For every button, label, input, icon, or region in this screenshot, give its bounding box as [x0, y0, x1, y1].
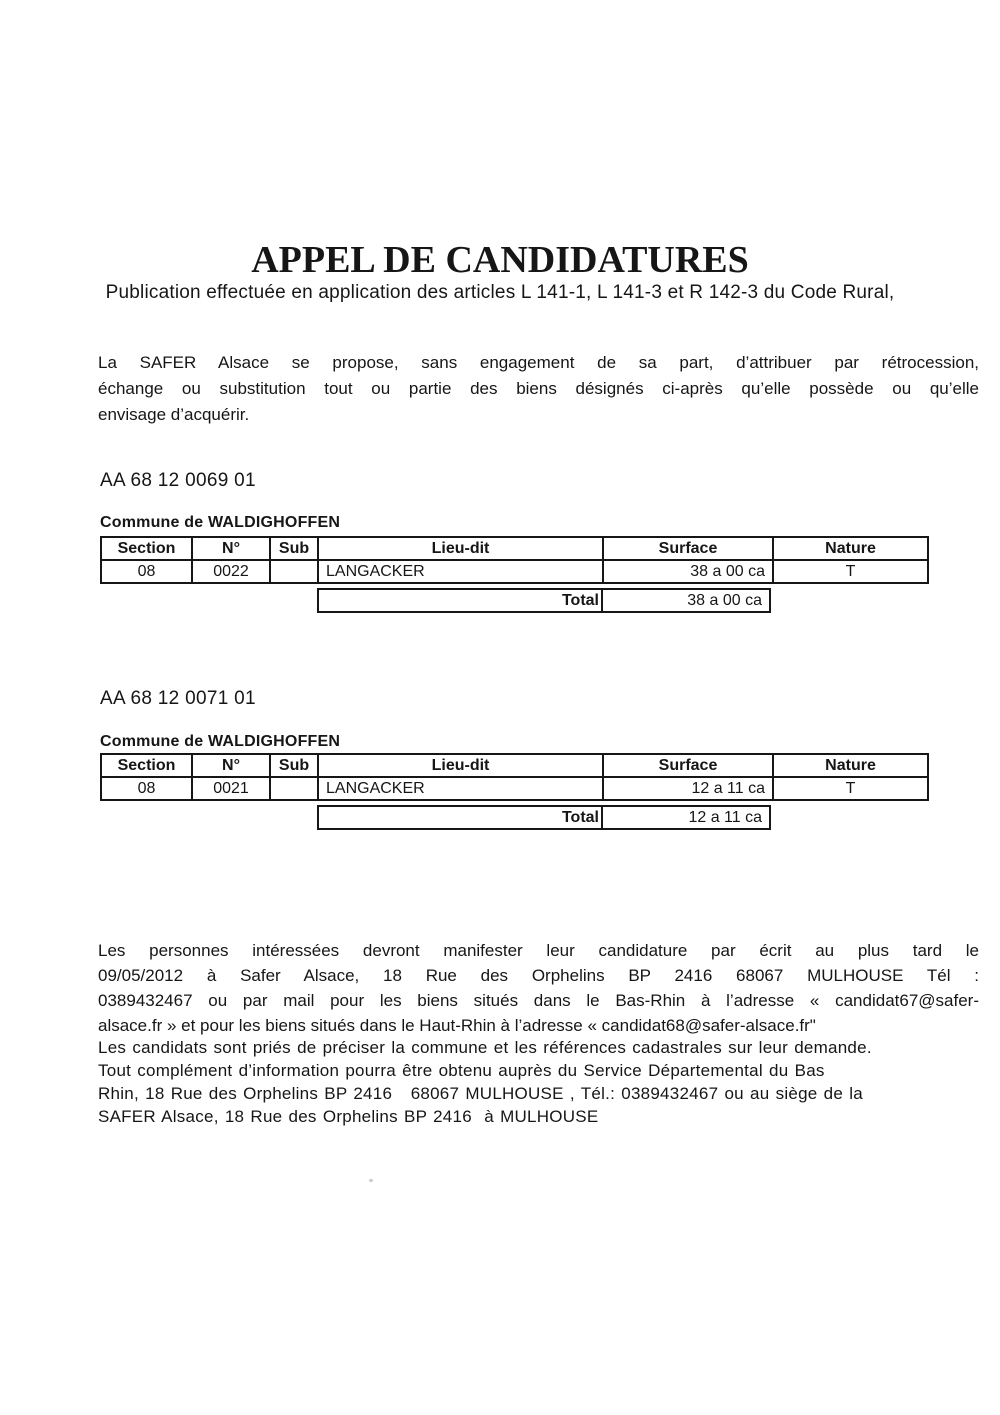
footer-line: alsace.fr » et pour les biens situés dans le Haut-Rhin à l’adresse « candidat68@safer-alsace.fr" [98, 1016, 816, 1035]
footer-paragraph-1 [98, 938, 979, 1038]
header-surface: Surface [603, 754, 773, 777]
footer-line: Tout complément d’information pourra être obtenu auprès du Service Départemental du Bas [98, 1061, 825, 1080]
intro-line: La SAFER Alsace se propose, sans engagement de sa part, d’attribuer par rétrocession, [98, 353, 979, 372]
header-sub: Sub [270, 537, 318, 560]
cell-lieu-dit: LANGACKER [318, 777, 603, 800]
total-label: Total [317, 588, 601, 613]
header-numero: N° [192, 537, 270, 560]
cell-numero: 0021 [192, 777, 270, 800]
header-lieu-dit: Lieu-dit [318, 754, 603, 777]
cell-nature: T [773, 777, 928, 800]
cell-lieu-dit: LANGACKER [318, 560, 603, 583]
total-value: 12 a 11 ca [601, 805, 771, 830]
cell-surface: 12 a 11 ca [603, 777, 773, 800]
footer-line: 0389432467 ou par mail pour les biens situés dans le Bas-Rhin à l’adresse « candidat67@safer- [98, 991, 979, 1010]
table-row [101, 560, 928, 583]
header-section: Section [101, 537, 192, 560]
footer-paragraph-2 [98, 1036, 979, 1128]
lot1-reference: AA 68 12 0069 01 [100, 470, 256, 491]
header-nature: Nature [773, 537, 928, 560]
cell-nature: T [773, 560, 928, 583]
footer-line: Les candidats sont priés de préciser la commune et les références cadastrales sur leur demande. [98, 1038, 872, 1057]
scan-speck [369, 1179, 373, 1182]
header-section: Section [101, 754, 192, 777]
cell-numero: 0022 [192, 560, 270, 583]
parcel-table [100, 536, 929, 584]
cell-sub [270, 777, 318, 800]
header-sub: Sub [270, 754, 318, 777]
table-header-row [101, 754, 928, 777]
header-numero: N° [192, 754, 270, 777]
lot1-parcel-table [100, 536, 929, 613]
header-lieu-dit: Lieu-dit [318, 537, 603, 560]
page-title: APPEL DE CANDIDATURES [251, 239, 749, 281]
lot2-commune-heading: Commune de WALDIGHOFFEN [100, 733, 341, 750]
intro-line: échange ou substitution tout ou partie des biens désignés ci-après qu’elle possède ou qu’elle [98, 379, 979, 398]
footer-line: Rhin, 18 Rue des Orphelins BP 2416 68067 MULHOUSE , Tél.: 0389432467 ou au siège de la [98, 1084, 863, 1103]
total-label: Total [317, 805, 601, 830]
total-value: 38 a 00 ca [601, 588, 771, 613]
page-subtitle: Publication effectuée en application des articles L 141-1, L 141-3 et R 142-3 du Code Rural, [105, 282, 895, 303]
lot2-reference: AA 68 12 0071 01 [100, 688, 256, 709]
parcel-table [100, 753, 929, 801]
intro-line: envisage d’acquérir. [98, 405, 250, 424]
table-row [101, 777, 928, 800]
intro-paragraph [98, 350, 979, 428]
cell-surface: 38 a 00 ca [603, 560, 773, 583]
lot2-parcel-table [100, 753, 929, 830]
total-row [317, 588, 929, 613]
footer-line: SAFER Alsace, 18 Rue des Orphelins BP 2416 à MULHOUSE [98, 1107, 599, 1126]
cell-sub [270, 560, 318, 583]
cell-section: 08 [101, 560, 192, 583]
lot1-commune-heading: Commune de WALDIGHOFFEN [100, 514, 341, 531]
table-header-row [101, 537, 928, 560]
header-nature: Nature [773, 754, 928, 777]
cell-section: 08 [101, 777, 192, 800]
total-row [317, 805, 929, 830]
footer-line: Les personnes intéressées devront manifester leur candidature par écrit au plus tard le [98, 941, 979, 960]
footer-line: 09/05/2012 à Safer Alsace, 18 Rue des Orphelins BP 2416 68067 MULHOUSE Tél : [98, 966, 979, 985]
header-surface: Surface [603, 537, 773, 560]
